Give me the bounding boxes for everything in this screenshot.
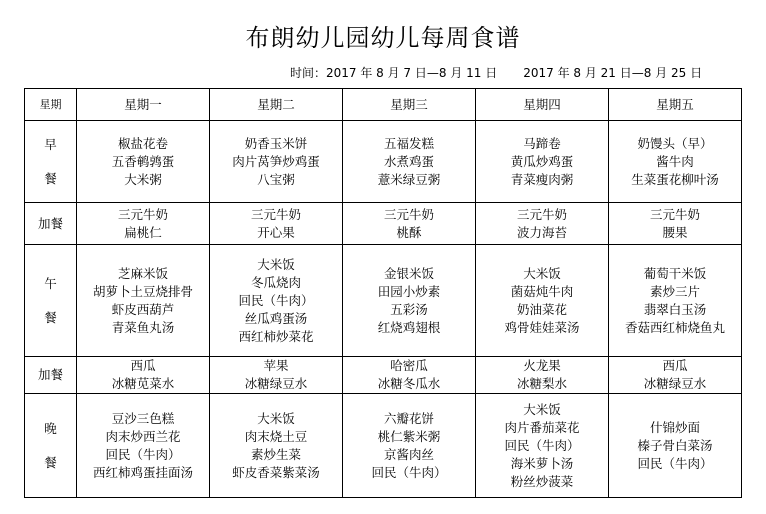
- menu-cell-wed: [343, 357, 476, 394]
- menu-item: 田园小炒素: [377, 283, 441, 299]
- menu-item: 虾皮香菜紫菜汤: [232, 464, 320, 480]
- menu-item: 三元牛奶: [649, 206, 700, 222]
- menu-item: 波力海苔: [516, 224, 567, 240]
- menu-cell-wed: [343, 245, 476, 357]
- menu-item: 椒盐花卷: [117, 135, 168, 151]
- menu-item: 肉片莴笋炒鸡蛋: [232, 153, 320, 169]
- menu-cell-wed: [343, 121, 476, 203]
- menu-item: 大米饭: [257, 256, 295, 272]
- menu-item: 红烧鸡翅根: [377, 319, 441, 335]
- day-header-mon: 星期一: [77, 89, 210, 121]
- menu-cell-mon: [77, 357, 210, 394]
- snack-pm-row: [25, 357, 742, 394]
- menu-cell-thu: [476, 245, 609, 357]
- menu-cell-tue: [210, 357, 343, 394]
- menu-cell-thu: [476, 121, 609, 203]
- meal-label: 晚 餐: [25, 394, 77, 498]
- menu-item: 丝瓜鸡蛋汤: [244, 310, 308, 326]
- menu-item: 冰糖梨水: [516, 376, 567, 391]
- menu-item: 酱牛肉: [656, 153, 694, 169]
- menu-cell-thu: [476, 357, 609, 394]
- menu-item: 五福发糕: [383, 135, 434, 151]
- menu-item: 葡萄干米饭: [643, 265, 707, 281]
- menu-cell-mon: [77, 203, 210, 245]
- header-row: [25, 89, 742, 121]
- menu-item: 翡翠白玉汤: [643, 301, 707, 317]
- menu-item: 火龙果: [523, 358, 561, 373]
- date-range-second: 2017 年 8 月 21 日—8 月 25 日: [523, 66, 703, 80]
- menu-cell-tue: [210, 245, 343, 357]
- breakfast-row: [25, 121, 742, 203]
- lunch-row: [25, 245, 742, 357]
- menu-item: 肉末烧土豆: [244, 428, 308, 444]
- menu-item: 桃酥: [396, 224, 422, 240]
- menu-item: 海米萝卜汤: [510, 455, 574, 471]
- menu-item: 冬瓜烧肉: [250, 274, 301, 290]
- menu-item: 五彩汤: [390, 301, 428, 317]
- menu-item: 胡萝卜土豆烧排骨: [92, 283, 193, 299]
- menu-item: 肉片番茄菜花: [504, 419, 580, 435]
- menu-item: 三元牛奶: [516, 206, 567, 222]
- menu-item: 开心果: [257, 224, 295, 240]
- menu-item: 虾皮西葫芦: [111, 301, 175, 317]
- menu-item: 奶香玉米饼: [244, 135, 308, 151]
- menu-cell-fri: [609, 121, 742, 203]
- menu-item: 马蹄卷: [523, 135, 561, 151]
- corner-cell: 星期: [25, 89, 77, 121]
- menu-item: 西红柿炒菜花: [238, 328, 314, 344]
- menu-item: 粉丝炒菠菜: [510, 473, 574, 489]
- menu-cell-wed: [343, 203, 476, 245]
- menu-cell-fri: [609, 357, 742, 394]
- menu-item: 肉末炒西兰花: [105, 428, 181, 444]
- menu-cell-mon: [77, 121, 210, 203]
- menu-item: 苹果: [263, 358, 289, 373]
- menu-item: 京酱肉丝: [383, 446, 434, 462]
- day-header-fri: 星期五: [609, 89, 742, 121]
- menu-item: 青菜瘦肉粥: [510, 171, 574, 187]
- menu-item: 西瓜: [662, 358, 688, 373]
- menu-item: 冰糖冬瓜水: [377, 376, 441, 391]
- menu-item: 香菇西红柿烧鱼丸: [624, 319, 725, 335]
- menu-item: 什锦炒面: [649, 419, 700, 435]
- snack-am-row: [25, 203, 742, 245]
- menu-item: 大米粥: [124, 171, 162, 187]
- weekly-menu-table: [24, 88, 742, 498]
- menu-item: 西瓜: [130, 358, 156, 373]
- menu-cell-fri: [609, 394, 742, 498]
- menu-item: 薏米绿豆粥: [377, 171, 441, 187]
- menu-item: 西红柿鸡蛋挂面汤: [92, 464, 193, 480]
- menu-item: 生菜蛋花柳叶汤: [631, 171, 719, 187]
- day-header-thu: 星期四: [476, 89, 609, 121]
- menu-item: 回民（牛肉）: [504, 437, 580, 453]
- menu-item: 榛子骨白菜汤: [637, 437, 713, 453]
- menu-cell-tue: [210, 121, 343, 203]
- menu-item: 奶馒头（早）: [637, 135, 713, 151]
- menu-item: 回民（牛肉）: [637, 455, 713, 471]
- menu-item: 水煮鸡蛋: [383, 153, 434, 169]
- menu-cell-fri: [609, 245, 742, 357]
- menu-item: 冰糖绿豆水: [244, 376, 308, 391]
- page-title: 布朗幼儿园幼儿每周食谱: [245, 24, 521, 52]
- dinner-row: [25, 394, 742, 498]
- meal-label: 早 餐: [25, 121, 77, 203]
- menu-cell-fri: [609, 203, 742, 245]
- menu-item: 大米饭: [257, 410, 295, 426]
- menu-item: 素炒三片: [649, 283, 700, 299]
- date-range-first: 时间：2017 年 8 月 7 日—8 月 11 日: [290, 66, 498, 80]
- menu-item: 鸡骨娃娃菜汤: [504, 319, 580, 335]
- menu-item: 扁桃仁: [124, 224, 162, 240]
- menu-item: 八宝粥: [257, 171, 295, 187]
- menu-item: 腰果: [662, 224, 688, 240]
- meal-label: 午 餐: [25, 245, 77, 357]
- meal-label: 加餐: [25, 357, 77, 394]
- menu-cell-thu: [476, 394, 609, 498]
- menu-cell-thu: [476, 203, 609, 245]
- menu-item: 桃仁紫米粥: [377, 428, 441, 444]
- menu-item: 回民（牛肉）: [238, 292, 314, 308]
- menu-item: 大米饭: [523, 265, 561, 281]
- menu-item: 黄瓜炒鸡蛋: [510, 153, 574, 169]
- menu-item: 三元牛奶: [383, 206, 434, 222]
- date-range: [290, 64, 702, 81]
- menu-item: 冰糖绿豆水: [643, 376, 707, 391]
- day-header-wed: 星期三: [343, 89, 476, 121]
- menu-item: 芝麻米饭: [117, 265, 168, 281]
- menu-item: 三元牛奶: [117, 206, 168, 222]
- menu-cell-tue: [210, 394, 343, 498]
- meal-label: 加餐: [25, 203, 77, 245]
- menu-cell-wed: [343, 394, 476, 498]
- menu-item: 豆沙三色糕: [111, 410, 175, 426]
- menu-item: 六瓣花饼: [383, 410, 434, 426]
- menu-item: 五香鹌鹑蛋: [111, 153, 175, 169]
- menu-item: 冰糖苋菜水: [111, 376, 175, 391]
- menu-item: 回民（牛肉）: [371, 464, 447, 480]
- menu-item: 菌菇炖牛肉: [510, 283, 574, 299]
- menu-item: 三元牛奶: [250, 206, 301, 222]
- day-header-tue: 星期二: [210, 89, 343, 121]
- menu-item: 哈密瓜: [390, 358, 428, 373]
- menu-item: 回民（牛肉）: [105, 446, 181, 462]
- menu-cell-mon: [77, 394, 210, 498]
- menu-item: 金银米饭: [383, 265, 434, 281]
- menu-cell-mon: [77, 245, 210, 357]
- menu-item: 大米饭: [523, 401, 561, 417]
- menu-item: 素炒生菜: [250, 446, 301, 462]
- menu-cell-tue: [210, 203, 343, 245]
- menu-item: 奶油菜花: [516, 301, 567, 317]
- menu-item: 青菜鱼丸汤: [111, 319, 175, 335]
